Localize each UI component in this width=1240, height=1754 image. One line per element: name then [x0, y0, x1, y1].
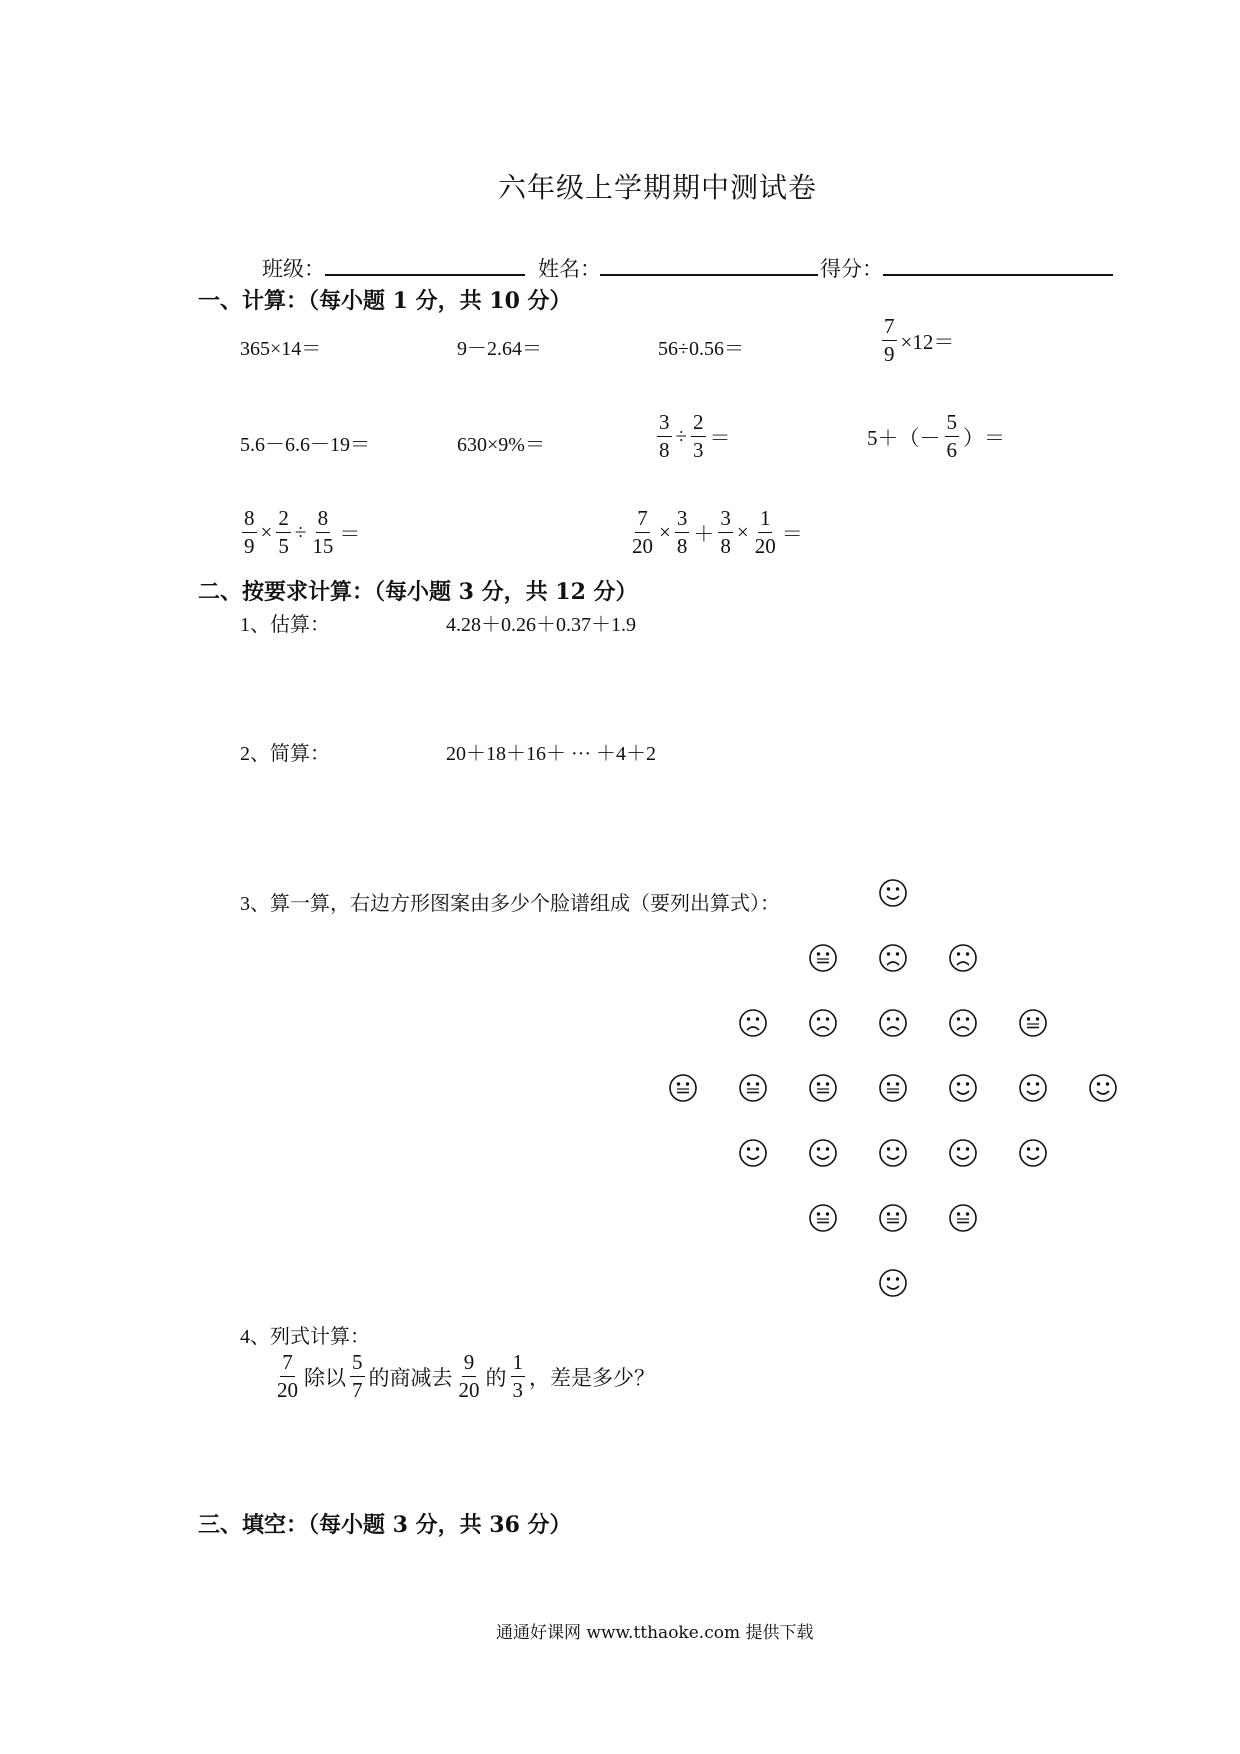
numerator: 3 [657, 412, 672, 437]
calc-item-8 [865, 412, 1007, 461]
sad-face-icon [880, 945, 906, 971]
denominator: 8 [659, 438, 670, 462]
sad-face-icon [950, 1010, 976, 1036]
numerator: 3 [675, 508, 690, 533]
denominator: 6 [946, 438, 957, 462]
numerator: 1 [511, 1352, 526, 1377]
calc-item-2: 9－2.64＝ [457, 338, 542, 360]
section-2-heading: 二、按要求计算：（每小题 3 分，共 12 分） [198, 579, 638, 605]
sad-face-icon [740, 1010, 766, 1036]
calc-item-9 [240, 508, 362, 557]
calc-item-1: 365×14＝ [240, 338, 322, 360]
expr-head: 5＋（－ [867, 425, 941, 450]
denominator: 20 [277, 1378, 298, 1402]
neutral-face-icon [810, 945, 836, 971]
expr-tail: ＝ [709, 425, 731, 450]
fraction [242, 508, 257, 557]
expr-tail: ＝ [339, 521, 361, 546]
numerator: 8 [242, 508, 257, 533]
simplify-expr: 20＋18＋16＋ ··· ＋4＋2 [446, 743, 656, 765]
denominator: 20 [458, 1378, 480, 1402]
neutral-face-icon [880, 1075, 906, 1101]
numerator: 7 [280, 1352, 295, 1377]
page-title: 六年级上学期期中测试卷 [498, 171, 818, 204]
fraction [457, 1352, 482, 1401]
operator: × [260, 520, 273, 544]
neutral-face-icon [670, 1075, 696, 1101]
neutral-face-icon [740, 1075, 766, 1101]
expr-text: 的商减去 [368, 1365, 453, 1390]
fraction [691, 412, 706, 461]
numerator: 1 [758, 508, 773, 533]
smile-face-icon [1020, 1075, 1046, 1101]
denominator: 20 [632, 534, 653, 558]
smile-face-icon [1020, 1140, 1046, 1166]
class-blank[interactable] [325, 273, 525, 276]
calc-item-7 [655, 412, 733, 461]
fraction [882, 316, 897, 365]
fraction [511, 1352, 526, 1401]
operator: ÷ [675, 424, 688, 448]
smile-face-icon [740, 1140, 766, 1166]
listing-calc-expr [273, 1352, 657, 1401]
numerator: 7 [882, 316, 897, 341]
neutral-face-icon [950, 1205, 976, 1231]
expr-text: 的 [485, 1365, 507, 1390]
score-label: 得分： [820, 257, 883, 281]
fraction [675, 508, 690, 557]
smile-face-icon [950, 1140, 976, 1166]
numerator: 5 [350, 1352, 365, 1377]
expr-tail: ×12＝ [900, 329, 955, 354]
fraction [310, 508, 335, 557]
neutral-face-icon [810, 1205, 836, 1231]
fraction [945, 412, 960, 461]
expr-tail: ）＝ [963, 425, 1005, 450]
denominator: 9 [884, 342, 895, 366]
denominator: 9 [244, 534, 255, 558]
sad-face-icon [810, 1010, 836, 1036]
neutral-face-icon [810, 1075, 836, 1101]
smile-face-icon [880, 1270, 906, 1296]
sad-face-icon [950, 945, 976, 971]
denominator: 7 [352, 1378, 363, 1402]
denominator: 20 [754, 534, 776, 558]
smile-face-icon [1090, 1075, 1116, 1101]
denominator: 8 [720, 534, 731, 558]
calc-item-4 [880, 316, 956, 365]
numerator: 5 [945, 412, 960, 437]
estimate-expr: 4.28＋0.26＋0.37＋1.9 [446, 614, 636, 636]
section-1-heading: 一、计算：（每小题 1 分，共 10 分） [198, 288, 572, 314]
calc-item-5: 5.6－6.6－19＝ [240, 434, 370, 456]
name-label: 姓名： [538, 257, 601, 281]
fraction [630, 508, 655, 557]
simplify-label: 2、简算： [240, 743, 330, 765]
estimate-label: 1、估算： [240, 614, 330, 636]
operator: ÷ [294, 520, 307, 544]
calc-item-6: 630×9%＝ [457, 434, 545, 456]
smile-face-icon [880, 880, 906, 906]
neutral-face-icon [880, 1205, 906, 1231]
calc-item-3: 56÷0.56＝ [658, 338, 744, 360]
name-blank[interactable] [600, 273, 818, 276]
denominator: 3 [512, 1378, 523, 1402]
class-label: 班级： [262, 257, 325, 281]
fraction [753, 508, 778, 557]
operator: × [659, 520, 671, 544]
expr-text: ，差是多少？ [529, 1365, 655, 1390]
expr-tail: ＝ [781, 521, 803, 546]
page-footer: 通通好课网 www.tthaoke.com 提供下载 [496, 1623, 814, 1643]
numerator: 3 [718, 508, 733, 533]
fraction [350, 1352, 365, 1401]
numerator: 2 [691, 412, 706, 437]
numerator: 8 [316, 508, 331, 533]
calc-item-10 [628, 508, 805, 557]
smile-face-icon [880, 1140, 906, 1166]
denominator: 3 [693, 438, 704, 462]
operator: × [736, 520, 749, 544]
fraction [657, 412, 672, 461]
neutral-face-icon [1020, 1010, 1046, 1036]
fraction [718, 508, 733, 557]
numerator: 7 [635, 508, 650, 533]
score-blank[interactable] [883, 273, 1113, 276]
smile-face-icon [810, 1140, 836, 1166]
face-count-question: 3、算一算，右边方形图案由多少个脸谱组成（要列出算式）： [240, 893, 780, 915]
numerator: 2 [276, 508, 291, 533]
listing-calc-label: 4、列式计算： [240, 1326, 370, 1348]
denominator: 15 [312, 534, 334, 558]
section-3-heading: 三、填空：（每小题 3 分，共 36 分） [198, 1512, 572, 1538]
sad-face-icon [880, 1010, 906, 1036]
operator: ＋ [693, 521, 715, 546]
numerator: 9 [462, 1352, 477, 1377]
denominator: 5 [278, 534, 289, 558]
smile-face-icon [950, 1075, 976, 1101]
fraction [276, 508, 291, 557]
denominator: 8 [676, 534, 688, 558]
fraction [275, 1352, 300, 1401]
expr-text: 除以 [304, 1365, 346, 1390]
